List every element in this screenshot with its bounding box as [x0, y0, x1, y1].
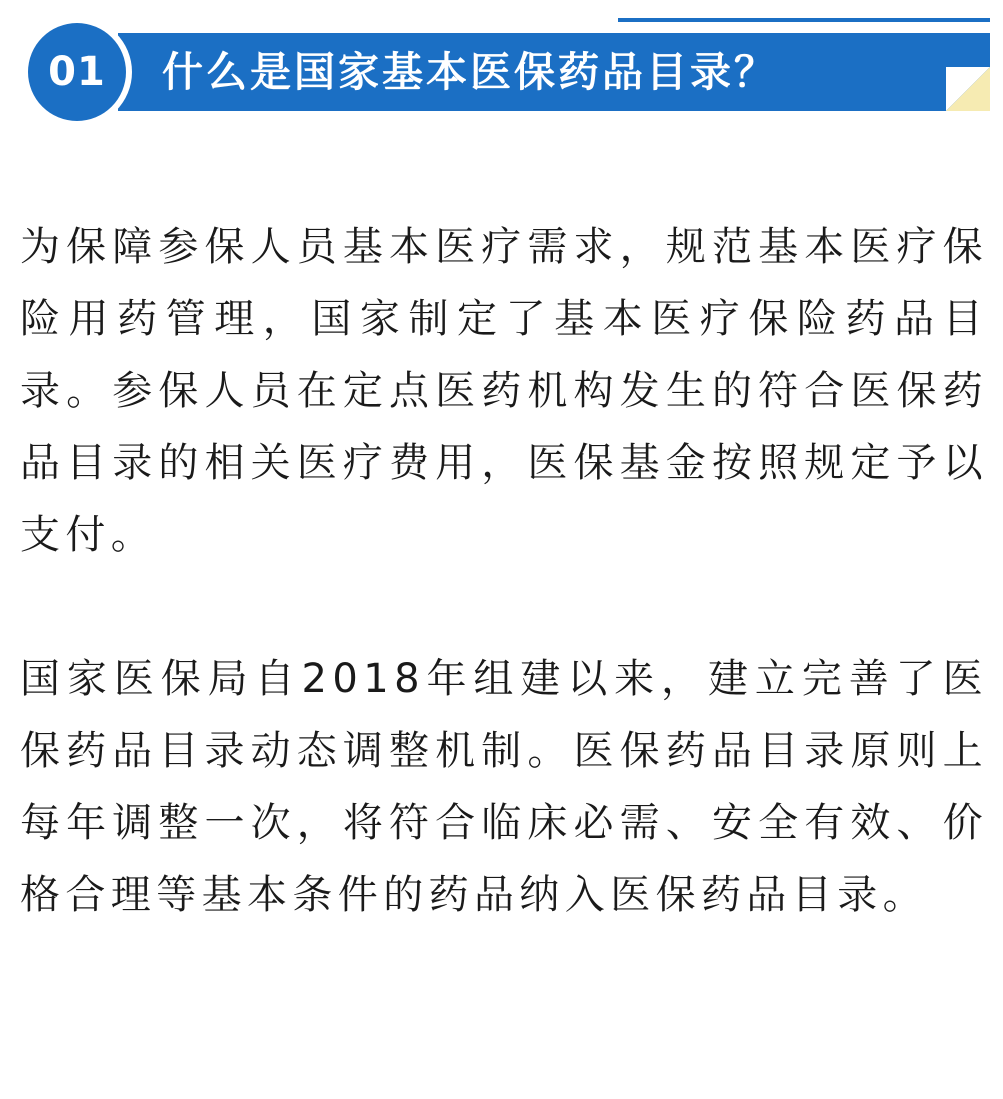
section-title: 什么是国家基本医保药品目录？ — [162, 48, 778, 96]
article-body — [20, 211, 988, 931]
page-fold-corner — [946, 67, 990, 111]
section-header — [0, 0, 1003, 125]
paragraph-1: 为保障参保人员基本医疗需求，规范基本医疗保险用药管理，国家制定了基本医疗保险药品目录。参保人员在定点医药机构发生的符合医保药品目录的相关医疗费用，医保基金按照规定予以支付。 — [20, 224, 988, 558]
section-number-badge: 01 — [28, 23, 126, 121]
header-accent-line — [618, 18, 990, 22]
paragraph-2: 国家医保局自2018年组建以来，建立完善了医保药品目录动态调整机制。医保药品目录原则上每年调整一次，将符合临床必需、安全有效、价格合理等基本条件的药品纳入医保药品目录。 — [20, 656, 988, 918]
